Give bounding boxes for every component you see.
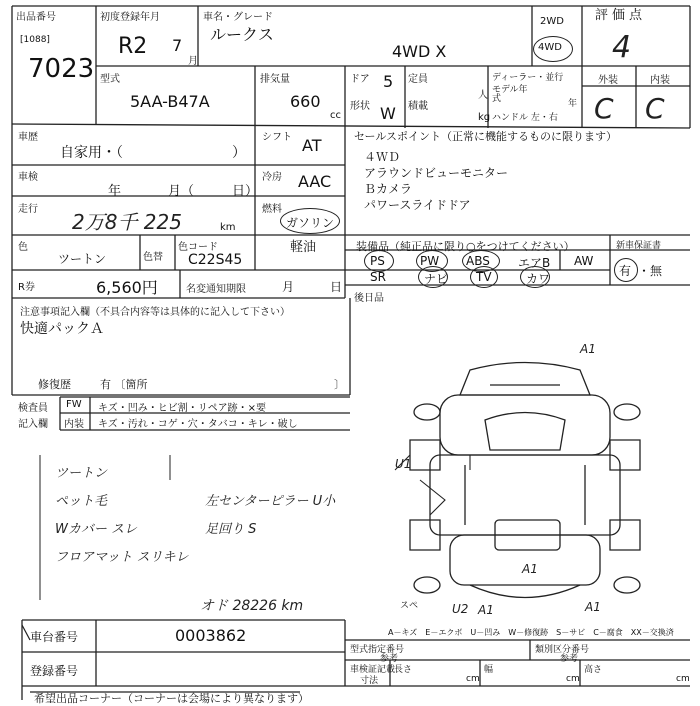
color-label: 色	[18, 242, 28, 253]
equip-tv: TV	[476, 270, 492, 284]
mark-spare: スペ	[400, 601, 419, 611]
warranty-no: ・無	[638, 264, 663, 278]
lot-label: 出品番号	[16, 12, 56, 23]
hw-note-6: 足回り S	[205, 522, 257, 537]
notes-text: 快適パックＡ	[20, 321, 104, 337]
doors-value: 5	[383, 72, 394, 91]
hw-note-3: Wカバー スレ	[55, 522, 137, 537]
equip-navi-circle	[418, 266, 448, 288]
class-ref-label: 類別区分番号	[535, 645, 590, 655]
mileage-unit: km	[220, 222, 236, 233]
inspection-month: 月（	[168, 184, 195, 199]
inspection-day: 日）	[232, 184, 259, 199]
color-no-label: 色替	[143, 252, 163, 263]
model-ref-sub: 参考	[380, 654, 399, 664]
interior-items: キズ・汚れ・コゲ・穴・タバコ・キレ・破し	[98, 419, 298, 430]
equipment-label: 装備品（純正品に限り○をつけてください）	[356, 240, 575, 253]
height-unit: cm	[676, 674, 690, 684]
ac-label: 冷房	[262, 172, 282, 183]
month-unit: 月	[188, 56, 198, 67]
model-label: 型式	[100, 74, 120, 85]
exterior-label: 外装	[598, 75, 618, 86]
cert-label: 車検証記載	[350, 665, 396, 675]
fuel-gasoline: ガソリン	[286, 216, 335, 230]
capacity-label: 定員	[408, 74, 428, 85]
fw-label: FW	[66, 399, 82, 410]
history-label: 車歴	[18, 132, 38, 143]
drive-2wd: 2WD	[540, 16, 564, 27]
ac-value: AAC	[298, 172, 332, 191]
mark-a1-bottom-left: A1	[478, 603, 494, 617]
mark-a1-bottom-right: A1	[585, 600, 601, 614]
model-year-label: モデル年式	[492, 85, 528, 104]
shift-label: シフト	[262, 132, 292, 143]
interior-score: C	[645, 92, 665, 125]
drive-4wd: 4WD	[538, 42, 562, 53]
fuel-diesel: 軽油	[290, 240, 317, 255]
interior-check-label: 内装	[64, 419, 84, 430]
doors-label: ドア	[350, 74, 370, 85]
model-ref-label: 型式指定番号	[350, 645, 405, 655]
dealer-label: ディーラー・並行	[492, 73, 564, 83]
first-reg-label: 初度登録年月	[100, 12, 160, 23]
length-unit: cm	[466, 674, 480, 684]
shift-value: AT	[302, 136, 322, 155]
handle-label: ハンドル 左・右	[492, 113, 558, 123]
lot-number: 7023	[28, 54, 95, 84]
capacity-unit: 人	[478, 90, 488, 101]
selling-point-2: アラウンドビューモニター	[364, 166, 509, 180]
reg-month: 7	[172, 36, 183, 55]
name-change-label: 名変通知期限	[186, 284, 246, 295]
model-value: 5AA-B47A	[130, 92, 210, 111]
repair-label: 修復歴	[38, 378, 71, 391]
load-unit: kg	[478, 112, 491, 123]
width-unit: cm	[566, 674, 580, 684]
name-change-day: 日	[330, 280, 343, 294]
warranty-label: 新車保証書	[616, 241, 662, 251]
name-grade-label: 車名・グレード	[203, 12, 273, 23]
repair-close: 〕	[334, 378, 345, 391]
load-label: 積載	[408, 101, 428, 112]
selling-point-1: ４ＷＤ	[364, 150, 401, 164]
score-value: 4	[612, 30, 632, 65]
equip-kawa-circle	[520, 266, 550, 288]
selling-point-4: パワースライドドア	[364, 198, 471, 212]
cert-sub: 寸法	[360, 676, 379, 686]
history-value: 自家用・（	[60, 145, 123, 161]
registration-label: 登録番号	[30, 664, 79, 678]
class-ref-sub: 参考	[560, 654, 579, 664]
fw-items: キズ・凹み・ヒビ割・リペア跡・×要	[98, 403, 266, 414]
length-label: 長さ	[394, 665, 413, 675]
hw-note-5: 左センターピラー U小	[205, 494, 336, 509]
mark-a1-mid: A1	[522, 562, 538, 576]
chassis-value: 0003862	[175, 626, 247, 645]
equip-airbag: エアB	[518, 256, 551, 270]
width-label: 幅	[484, 665, 494, 675]
name-change-month: 月	[282, 280, 295, 294]
mark-u2: U2	[452, 602, 469, 616]
displacement-value: 660	[290, 92, 321, 111]
grade: 4WD X	[392, 42, 447, 61]
color-code-label: 色コード	[178, 242, 218, 253]
mark-a1-top: A1	[580, 342, 596, 356]
equip-navi: ナビ	[424, 272, 449, 286]
fuel-label: 燃料	[262, 204, 282, 215]
car-name: ルークス	[210, 25, 274, 44]
bottom-cut-text: 希望出品コーナー（コーナーは会場により異なります）	[34, 692, 309, 705]
reg-era-year: R2	[118, 34, 148, 59]
shape-label: 形状	[350, 101, 370, 112]
inspection-year: 年	[108, 184, 122, 199]
chassis-label: 車台番号	[30, 630, 79, 644]
fuel-circle	[280, 208, 340, 234]
equip-ps-circle	[364, 250, 394, 272]
mileage-label: 走行	[18, 204, 38, 215]
warranty-yes: 有	[619, 264, 632, 278]
shape-value: W	[380, 104, 396, 123]
record-label: 記入欄	[18, 419, 48, 430]
score-label: 評価点	[595, 8, 647, 23]
displacement-unit: cc	[330, 110, 341, 121]
interior-label: 内装	[650, 75, 670, 86]
notes-label: 注意事項記入欄（不具合内容等は具体的に記入して下さい）	[20, 307, 290, 318]
equip-sr: SR	[370, 270, 386, 284]
hw-note-2: ペット毛	[55, 494, 108, 509]
repair-value: 有 〔箇所	[100, 378, 148, 391]
inspector-label: 検査員	[18, 403, 48, 414]
equip-ps: PS	[370, 254, 385, 268]
history-close: ）	[232, 145, 246, 161]
selling-point-3: Ｂカメラ	[364, 182, 413, 196]
recycle-label: R券	[18, 282, 35, 293]
hw-note-4: フロアマット スリキレ	[55, 550, 189, 565]
lot-code: [1088]	[20, 35, 50, 45]
hw-note-1: ツートン	[55, 466, 108, 481]
color-code: C22S45	[188, 252, 243, 268]
equip-pw: PW	[420, 254, 440, 268]
hw-odometer: オド 28226 km	[200, 598, 304, 614]
year-unit: 年	[568, 99, 578, 109]
equip-tv-circle	[470, 266, 498, 288]
color-value: ツートン	[58, 252, 107, 266]
height-label: 高さ	[584, 665, 603, 675]
recycle-fee: 6,560円	[96, 278, 158, 297]
selling-points-label: セールスポイント（正常に機能するものに限ります）	[354, 130, 618, 143]
mileage-value: 2万8千 225	[72, 210, 182, 234]
damage-legend: A－キズ E－エクボ U－凹み W－修復跡 S－サビ C－腐食 XX－交換済	[388, 628, 674, 637]
mark-u1: U1	[395, 457, 412, 471]
exterior-score: C	[594, 92, 614, 125]
inspection-label: 車検	[18, 172, 38, 183]
displacement-label: 排気量	[260, 74, 290, 85]
equip-aw: AW	[574, 254, 594, 268]
equip-abs: ABS	[466, 254, 490, 268]
equip-kawa: カワ	[526, 272, 551, 286]
after-market-label: 後日品	[354, 293, 384, 304]
